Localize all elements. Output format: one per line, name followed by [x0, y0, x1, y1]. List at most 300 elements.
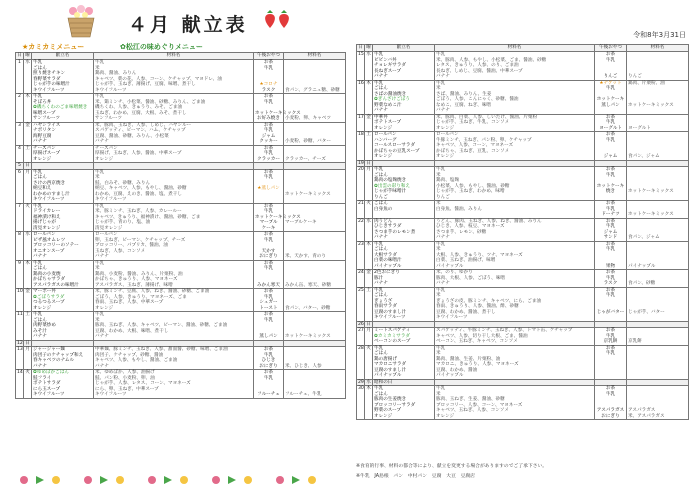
- ingredients: 米: [94, 266, 254, 272]
- weekday-cell: 月: [366, 167, 371, 172]
- snack-name: 果物: [595, 264, 627, 270]
- ingredients: オレンジ: [94, 306, 254, 312]
- ingredients: 鶏肉、塩麹: [435, 178, 595, 184]
- ingredients: ロールパン: [94, 232, 254, 238]
- ingredients: キャベツ、人参、切り干し大根、ごま、醤油: [435, 334, 595, 340]
- menu-name: 照り焼きチキン: [32, 71, 94, 77]
- snack-name: 蒸しパン: [595, 103, 627, 109]
- menu-name: オレンジ: [32, 306, 94, 312]
- ingredients: 牛乳: [94, 260, 254, 266]
- snack-ingredients: 米、ひじき、人参: [284, 364, 346, 370]
- ingredients: 米、鶏ミンチ、小松菜、醤油、砂糖、みりん、ごま油: [94, 100, 254, 106]
- menu-name: 牛乳: [32, 169, 94, 175]
- snack-name: サンド: [595, 235, 627, 241]
- menu-name: バナナ: [32, 364, 94, 370]
- weekday-cell: 水: [25, 232, 30, 237]
- ingredients: 牛豚ミンチ、玉ねぎ、パン粉、卵、ケチャップ: [435, 138, 595, 144]
- ingredients: 米: [435, 293, 595, 299]
- ingredients: 米、豚肉、白菜、人参、しいたけ、醤油、片栗粉: [435, 114, 595, 120]
- snack-name: フルーチェ: [254, 392, 284, 398]
- ingredients: キャベツ、きゅうり、福神漬け、醤油、砂糖、ごま: [94, 215, 254, 221]
- ingredients: キウイフルーツ: [94, 392, 254, 398]
- menu-name: ごはん: [32, 318, 94, 324]
- ingredients: うどん、豚肉、玉ねぎ、人参、ねぎ、醤油、みりん: [435, 218, 595, 224]
- menu-name: ナポリタン: [32, 128, 94, 134]
- menu-name: 海野豆腐: [32, 134, 94, 140]
- snack-name: 焼き: [595, 189, 627, 195]
- snack-name: ★ナゲット: [595, 80, 627, 86]
- snack-name: おにぎり: [595, 414, 627, 420]
- snack-ingredients: みかん缶、寒天、砂糖: [284, 283, 346, 289]
- snack-name: 牛乳: [595, 120, 627, 126]
- day-cell: 2: [16, 94, 24, 100]
- snack-name: 牛乳: [595, 58, 627, 64]
- snack-name: マーブル: [254, 220, 284, 226]
- issue-date: 令和8年3月31日: [633, 31, 686, 39]
- menu-name: ごはん: [373, 351, 435, 357]
- ingredients: 牛乳: [435, 167, 595, 173]
- ingredients: アスパラガス、玉ねぎ、薄揚げ、味噌: [94, 283, 254, 289]
- menu-name: ごはん: [373, 392, 435, 398]
- snack-name: ホットケーキミックス: [255, 214, 301, 220]
- day-cell: [357, 414, 365, 420]
- menu-name: 豆腐のすまし汁: [373, 310, 435, 316]
- ingredients: 卵、玉ねぎ、ピーマン、ケチャップ、チーズ: [94, 238, 254, 244]
- menu-name: ジャージャー麺: [32, 347, 94, 353]
- menu-name: 牛乳: [373, 52, 435, 58]
- col-snack: 午後おやつ: [595, 45, 627, 52]
- menu-name: じゃが芋味噌汁: [373, 189, 435, 195]
- ingredients: 米: [435, 86, 595, 92]
- snack-name: お茶: [254, 347, 284, 353]
- menu-name: ひじきサラダ: [373, 224, 435, 230]
- menu-name: 牛乳: [32, 312, 94, 318]
- menu-name: 牛乳: [373, 287, 435, 293]
- ingredients: キウイフルーツ: [94, 88, 254, 94]
- weekday-cell: 土: [366, 287, 371, 293]
- ingredients: 牛乳: [94, 312, 254, 318]
- weekday-cell: 金: [366, 270, 371, 275]
- snack-name: 牛乳: [254, 128, 284, 134]
- menu-name: マーボー丼: [32, 289, 94, 295]
- ingredients: バナナ: [435, 74, 595, 80]
- snack-name: 牛乳: [595, 207, 627, 213]
- col-menu: 献立名: [373, 45, 435, 52]
- snack-name: お茶: [254, 312, 284, 318]
- snack-ingredients: 食パン、砂糖: [627, 281, 689, 287]
- snack-name: お茶: [595, 132, 627, 138]
- snack-name: お茶: [595, 201, 627, 207]
- menu-name: ごはん: [32, 66, 94, 72]
- menu-name: バナナ: [32, 254, 94, 260]
- snack-name: 牛乳: [595, 351, 627, 357]
- snack-name: ホットケーキ: [595, 184, 627, 190]
- weekday-cell: 日: [366, 160, 371, 166]
- snack-ingredients: 食パン、ジャム: [627, 154, 689, 160]
- day-cell: 1: [16, 60, 24, 66]
- menu-name: オニオンスープ: [32, 249, 94, 255]
- snack-name: 牛乳: [595, 392, 627, 398]
- ingredients: オレンジ: [435, 154, 595, 160]
- snack-ingredients: 小麦粉、卵、キャベツ: [284, 116, 346, 122]
- snack-name: ジャム: [595, 230, 627, 236]
- snack-name: お茶: [595, 241, 627, 247]
- snack-ingredients: ホットケーキミックス: [284, 192, 346, 198]
- menu-name: ハンバーグ: [373, 138, 435, 144]
- col-snack-ingredients: 材料名: [627, 45, 689, 52]
- menu-row: [16, 192, 346, 198]
- menu-name: キウイフルーツ: [32, 197, 94, 203]
- menu-name: 揚げじゃが: [32, 220, 94, 226]
- ingredients: かぼちゃ、玉ねぎ、豆乳、コンソメ: [435, 149, 595, 155]
- weekday-cell: 火: [366, 201, 371, 206]
- snack-name: 牛乳: [595, 334, 627, 340]
- snack-name: じゃがバター: [595, 310, 627, 316]
- snack-name: クッキー: [254, 139, 284, 145]
- snack-name: 京乳餅: [595, 339, 627, 345]
- snack-name: お茶: [254, 203, 284, 209]
- snack-name: ヨーグルト: [595, 126, 627, 132]
- menu-row: [357, 414, 689, 420]
- ingredients: ブロッコリー、人参、コーン、マヨネーズ: [435, 403, 595, 409]
- snack-name: お好み焼き: [254, 116, 284, 122]
- ingredients: ひじき、人参、枝豆、マヨネーズ: [435, 224, 595, 230]
- menu-name: つるつるスープ: [32, 300, 94, 306]
- snack-ingredients: マーブルケーキ: [284, 220, 346, 226]
- snack-name: ケーキ: [254, 226, 284, 232]
- snack-name: お茶: [595, 328, 627, 334]
- day-cell: 21: [358, 201, 364, 206]
- ingredients: スパゲッティ、ピーマン、ハム、ケチャップ: [94, 128, 254, 134]
- snack-ingredients: じゃが芋、バター: [627, 310, 689, 316]
- day-cell: 28: [358, 345, 364, 351]
- snack-name: おにぎり: [254, 254, 284, 260]
- ingredients: 牛乳: [435, 287, 595, 293]
- menu-name: 長ねぎスープ: [373, 69, 435, 75]
- weekday-cell: 金: [25, 289, 30, 294]
- col-weekday: 曜: [366, 45, 371, 51]
- menu-name: ぎょうざ: [373, 299, 435, 305]
- snack-name: お茶: [595, 114, 627, 120]
- weekday-cell: 月: [25, 347, 30, 352]
- menu-name: オレンジ: [373, 126, 435, 132]
- ingredients: 白菜、玉ねぎ、油揚げ、味噌: [435, 258, 595, 264]
- menu-name: ベーコンのスープ: [373, 339, 435, 345]
- snack-name: ラスク: [254, 88, 284, 94]
- weekday-cell: 水: [366, 218, 371, 224]
- ingredients: 米、豚肉、玉ねぎ、人参、しめじ、ハヤシルー: [94, 122, 254, 128]
- menu-name: コールスローサラダ: [373, 143, 435, 149]
- snack-ingredients: 米、アスパラガス: [627, 414, 689, 420]
- ingredients: 牛乳: [94, 203, 254, 209]
- menu-name: パイナップル: [373, 264, 435, 270]
- snack-name: 牛乳: [595, 276, 627, 282]
- weekday-cell: 月: [366, 328, 371, 333]
- weekday-cell: 金: [366, 114, 371, 120]
- menu-name: かぼちゃサラダ: [32, 277, 94, 283]
- ingredients: キャベツ、菜の花、人参、コーン、ケチャップ、マヨドレ、油: [94, 77, 254, 83]
- snack-name: 牛乳: [254, 238, 284, 244]
- ingredients: 牛乳: [435, 345, 595, 351]
- ingredients: 豚肉、玉ねぎ、人参、キャベツ、ピーマン、醤油、砂糖、ごま油: [94, 323, 254, 329]
- menu-name: 2色おにぎり: [373, 270, 435, 276]
- menu-name: そぼろ丼: [32, 100, 94, 106]
- day-cell: 27: [358, 328, 364, 333]
- ingredients: バナナ: [435, 281, 595, 287]
- menu-name: バナナ: [373, 235, 435, 241]
- day-cell: [16, 392, 24, 398]
- menu-name: バナナ: [373, 281, 435, 287]
- snack-ingredients: ホットケーキミックス: [627, 103, 689, 109]
- snack-name: お茶: [254, 60, 284, 66]
- ingredients: にら、卵、玉ねぎ、中華スープ: [94, 387, 254, 393]
- ingredients: 米、豚ミンチ、豆腐、人参、ねぎ、醤油、砂糖、ごま油: [94, 289, 254, 295]
- menu-name: ミートスパゲティ: [373, 328, 435, 334]
- menu-name: ✿ゆめぽかごはん: [32, 370, 94, 376]
- menu-name: 清見オレンジ: [32, 226, 94, 232]
- ingredients: バナナ: [435, 235, 595, 241]
- menu-name: パイナップル: [373, 373, 435, 379]
- snack-ingredients: ホットケーキミックス: [627, 189, 689, 195]
- snack-ingredients: フルーチェ、牛乳: [284, 392, 346, 398]
- ingredients: 玉ねぎ、わかめ、豆腐、大根、みそ、煮干し: [94, 111, 254, 117]
- ingredients: バナナ: [94, 334, 254, 340]
- weekday-cell: 土: [25, 145, 30, 151]
- menu-name: かぼちゃの豆乳スープ: [373, 149, 435, 155]
- day-cell: 7: [16, 203, 24, 209]
- ingredients: さば、醤油、みりん、生姜: [435, 92, 595, 98]
- ingredients: 磯ちくわ、人参、きゅうり、みそ、ごま油: [94, 105, 254, 111]
- snack-ingredients: りんご: [627, 74, 689, 80]
- menu-name: 豚汁: [373, 276, 435, 282]
- menu-name: チーズパン: [32, 145, 94, 151]
- weekday-cell: [365, 414, 373, 420]
- ingredients: パイナップル: [435, 373, 595, 379]
- snack-name: お茶: [595, 218, 627, 224]
- flower-border-icon: [0, 470, 350, 490]
- ingredients: オレンジ: [435, 126, 595, 132]
- ingredients: 米: [435, 351, 595, 357]
- ingredients: レタス、きゅうり、人参、のり、ごま油: [435, 63, 595, 69]
- ingredients: 牛乳: [94, 94, 254, 100]
- menu-name: オレンジ: [373, 154, 435, 160]
- ingredients: 米、豚肉、人参、もやし、小松菜、ごま、醤油、砂糖: [435, 58, 595, 64]
- ingredients: 米: [94, 175, 254, 181]
- snack-name: 牛乳: [254, 318, 284, 324]
- menu-name: ごはん: [373, 86, 435, 92]
- menu-name: 納豆和え: [32, 186, 94, 192]
- menu-name: 豆腐のすまし汁: [373, 368, 435, 374]
- menu-name: 牛乳: [32, 94, 94, 100]
- menu-name: バナナ: [373, 74, 435, 80]
- ingredients: バナナ: [94, 254, 254, 260]
- ingredients: じゃが芋、青のり、塩、油: [94, 220, 254, 226]
- day-cell: 12: [17, 340, 23, 346]
- menu-name: 大根サラダ: [373, 253, 435, 259]
- menu-name: 白菜の味噌汁: [373, 258, 435, 264]
- ingredients: 春雨、玉ねぎ、人参、中華スープ: [94, 300, 254, 306]
- ingredients: 鶏肉、醤油、生姜、片栗粉、油: [435, 357, 595, 363]
- col-day: 日: [358, 45, 363, 51]
- weekday-cell: 月: [25, 169, 30, 175]
- menu-name: ポテトスープ: [373, 120, 435, 126]
- page-title: ４月 献立表: [128, 14, 248, 36]
- menu-name: 春野菜サラダ: [32, 77, 94, 83]
- day-cell: 23: [358, 241, 364, 247]
- menu-name: バナナ: [32, 334, 94, 340]
- ingredients: 中華麺、豚ミンチ、玉ねぎ、人参、甜面醤、砂糖、味噌、ごま油: [94, 347, 254, 353]
- snack-ingredients: 食パン、ジャム: [627, 235, 689, 241]
- ingredients: 米、のり、ゆかり: [435, 270, 595, 276]
- ingredients: 大根、人参、きゅうり、ツナ、マヨネーズ: [435, 253, 595, 259]
- menu-table-left: [15, 52, 346, 399]
- day-cell: 30: [358, 386, 364, 391]
- ingredients: 春雨、きゅうり、人参、醤油、酢、砂糖: [435, 304, 595, 310]
- menu-name: 野菜のスープ: [373, 408, 435, 414]
- menu-name: 味噌スープ: [32, 111, 94, 117]
- menu-name: キウイフルーツ: [373, 315, 435, 321]
- menu-name: アスパラガスの味噌汁: [32, 283, 94, 289]
- snack-name: ホットケーキ: [595, 97, 627, 103]
- weekday-cell: 日: [25, 340, 30, 346]
- menu-name: 肉野菜炒め: [32, 323, 94, 329]
- menu-name: さつま芋のレモン煮: [373, 230, 435, 236]
- ingredients: 牛乳: [94, 60, 254, 66]
- ingredients: じゃが芋、人参、レタス、コーン、マヨネーズ: [94, 381, 254, 387]
- menu-name: じゃが芋の味噌汁: [32, 82, 94, 88]
- snack-name: お茶: [595, 167, 627, 173]
- ingredients: キウイフルーツ: [435, 315, 595, 321]
- snack-ingredients: ヨーグルト: [627, 126, 689, 132]
- snack-name: お茶: [595, 52, 627, 58]
- menu-name: ✿ごぼうサラダ: [32, 295, 94, 301]
- snack-ingredients: 京乳餅: [627, 339, 689, 345]
- ingredients: ロールパン: [435, 132, 595, 138]
- weekday-cell: 水: [366, 52, 371, 57]
- snack-ingredients: クラッカー、チーズ: [284, 157, 346, 163]
- menu-name: ブロッコリーサラダ: [373, 403, 435, 409]
- menu-name: わかめのすまし汁: [32, 192, 94, 198]
- menu-name: オレンジ: [32, 157, 94, 163]
- day-cell: 6: [16, 169, 24, 175]
- menu-name: 牛乳: [32, 203, 94, 209]
- snack-name: 牛乳: [254, 209, 284, 215]
- snack-name: 牛乳: [254, 175, 284, 181]
- snack-name: ★蒸しパン: [254, 186, 284, 192]
- ingredients: 厚揚げ、玉ねぎ、人参、醤油、中華スープ: [94, 151, 254, 157]
- weekday-cell: 金: [25, 122, 30, 128]
- ingredients: 牛乳: [435, 80, 595, 86]
- menu-name: ビビンバ丼: [373, 58, 435, 64]
- ingredients: キャベツ、玉ねぎ、人参、コンソメ: [435, 408, 595, 414]
- ingredients: なめこ、豆腐、ねぎ、味噌: [435, 103, 595, 109]
- ingredients: 豆腐、醤油、砂糖、みりん、小松菜: [94, 134, 254, 140]
- menu-name: サンフルーツ: [32, 116, 94, 122]
- snack-name: お茶: [254, 145, 284, 151]
- menu-name: 春キャベツのナムル: [32, 358, 94, 364]
- ingredients: さつま芋、レモン、砂糖: [435, 230, 595, 236]
- menu-name: 牛乳: [373, 386, 435, 392]
- snack-name: 牛乳: [595, 138, 627, 144]
- ingredients: 豆腐、わかめ、醤油、煮干し: [435, 310, 595, 316]
- snack-name: お茶: [254, 289, 284, 295]
- snack-name: 牛乳: [254, 266, 284, 272]
- menu-name: 豚肉の生姜焼き: [373, 397, 435, 403]
- menu-name: ドライカレー: [32, 209, 94, 215]
- menu-row: [16, 392, 346, 398]
- weekday-cell: 木: [366, 241, 371, 247]
- menu-name: バナナ: [373, 108, 435, 114]
- ingredients: 鮭、パン粉、小麦粉、卵、油: [94, 376, 254, 382]
- strawberry-icon: [262, 8, 294, 30]
- snack-name: みかん寒天: [254, 283, 284, 289]
- menu-name: ごはん: [373, 201, 435, 207]
- snack-name: お茶: [254, 370, 284, 376]
- ingredients: スパゲッティ、牛豚ミンチ、玉ねぎ、人参、トマト缶、ケチャップ: [435, 328, 595, 334]
- menu-name: 厚揚げスープ: [32, 151, 94, 157]
- ingredients: 牛乳: [435, 241, 595, 247]
- snack-name: 牛乳: [595, 247, 627, 253]
- footer-note: ※食育的行事、材料の都合等により、献立を変更する場合がありますのでご了承下さい。: [356, 464, 548, 469]
- menu-name: ハヤシライス: [32, 122, 94, 128]
- menu-name: 昭和の日: [373, 379, 435, 386]
- snack-name: ドーナツ: [595, 212, 627, 218]
- snack-ingredients: パイナップル: [627, 264, 689, 270]
- snack-name: トースト: [254, 306, 284, 312]
- menu-name: マカロニサラダ: [373, 362, 435, 368]
- menu-name: 牛乳: [373, 80, 435, 86]
- menu-name: 鶏の唐揚げ: [373, 357, 435, 363]
- day-cell: 18: [358, 132, 364, 137]
- ingredients: 米: [435, 173, 595, 179]
- menu-name: 牛乳: [373, 167, 435, 173]
- ingredients: じゃが芋、玉ねぎ、牛乳、コンソメ: [435, 120, 595, 126]
- snack-name: クラッカー: [254, 157, 284, 163]
- ingredients: サンフルーツ: [94, 116, 254, 122]
- menu-name: 鶏肉の塩麹焼き: [373, 178, 435, 184]
- snack-ingredients: 鶏肉、片栗粉、油: [627, 80, 689, 86]
- day-cell: 13: [17, 347, 23, 352]
- snack-name: 牛乳: [254, 353, 284, 359]
- day-cell: 22: [358, 218, 364, 224]
- snack-name: 牛乳: [595, 173, 627, 179]
- snack-name: 牛乳: [254, 295, 284, 301]
- day-cell: 25: [358, 287, 364, 293]
- day-cell: 5: [16, 163, 24, 170]
- day-cell: 24: [358, 270, 364, 275]
- ingredients: 豆腐、わかめ、醤油: [435, 368, 595, 374]
- day-cell: 11: [17, 312, 23, 317]
- menu-name: 春雨サラダ: [373, 304, 435, 310]
- day-cell: 14: [17, 370, 23, 375]
- snack-ingredients: 小麦粉、砂糖、バター: [284, 139, 346, 145]
- snack-name: お茶: [254, 260, 284, 266]
- ingredients: バナナ: [435, 108, 595, 114]
- menu-name: バナナ: [32, 139, 94, 145]
- ingredients: わかめ、豆腐、えのき、醤油、塩、煮干し: [94, 192, 254, 198]
- ingredients: バナナ: [94, 364, 254, 370]
- menu-name: ごはん: [32, 266, 94, 272]
- ingredients: パイナップル: [435, 264, 595, 270]
- ingredients: 納豆、キャベツ、人参、もやし、醤油、砂糖: [94, 186, 254, 192]
- ingredients: バナナ: [94, 139, 254, 145]
- ingredients: 牛乳: [435, 52, 595, 58]
- weekday-cell: 土: [25, 312, 30, 317]
- snack-name: 牛乳: [595, 293, 627, 299]
- ingredients: 豆腐、わかめ、大根、味噌、煮干し: [94, 329, 254, 335]
- weekday-cell: 木: [25, 260, 30, 266]
- menu-name: 牛乳: [373, 345, 435, 351]
